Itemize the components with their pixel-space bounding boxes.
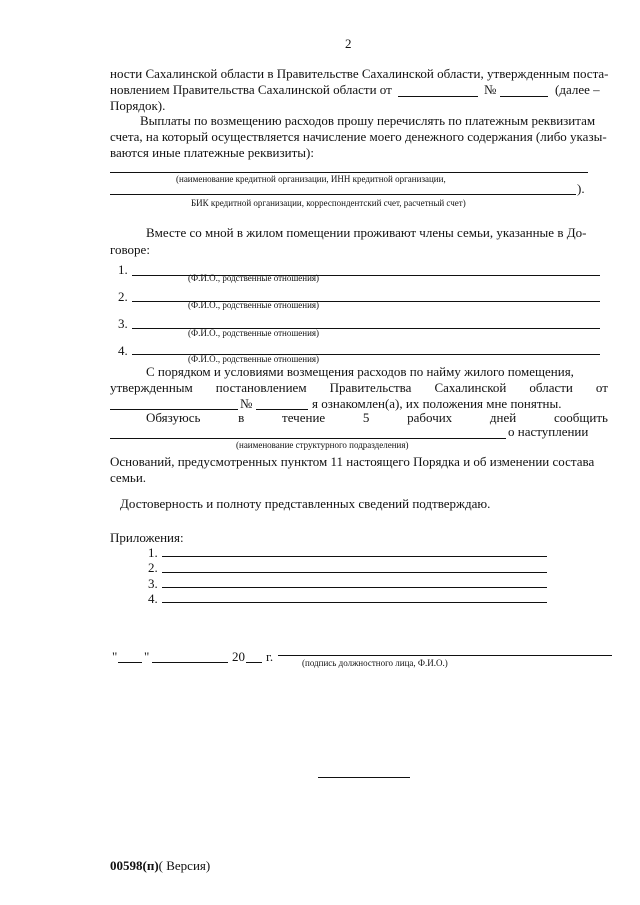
family-member-1-number: 1. bbox=[118, 262, 128, 277]
order-word: утвержденным bbox=[110, 380, 193, 395]
attachment-1-number: 1. bbox=[148, 545, 158, 560]
payments-line-3: ваются иные платежные реквизиты): bbox=[110, 145, 314, 160]
date-quote-open: " bbox=[112, 649, 118, 664]
bank-name-caption: (наименование кредитной организации, ИНН кредитной организации, bbox=[176, 174, 446, 184]
decree-date-line bbox=[398, 96, 478, 97]
date-year-suffix: г. bbox=[266, 649, 274, 664]
attachment-1-line bbox=[162, 556, 547, 557]
order-word: Правительства bbox=[329, 380, 412, 395]
family-member-4-caption: (Ф.И.О., родственные отношения) bbox=[188, 354, 320, 364]
family-member-2-number: 2. bbox=[118, 289, 128, 304]
date-year-line bbox=[246, 662, 262, 663]
department-caption: (наименование структурного подразделения) bbox=[236, 440, 409, 450]
bank-name-line bbox=[110, 172, 588, 173]
date-quote-close: " bbox=[144, 649, 150, 664]
family-member-3-caption: (Ф.И.О., родственные отношения) bbox=[188, 328, 320, 338]
attachment-3-line bbox=[162, 587, 547, 588]
confirmation-text: Достоверность и полноту представленных сведений подтверждаю. bbox=[120, 496, 491, 511]
order-word: области bbox=[529, 380, 573, 395]
order-number-sign: № bbox=[240, 396, 253, 411]
order-line-2 bbox=[110, 380, 608, 396]
order-word: постановлением bbox=[215, 380, 307, 395]
order-word: дней bbox=[489, 410, 517, 425]
order-word: в bbox=[238, 410, 245, 425]
attachment-4-number: 4. bbox=[148, 591, 158, 606]
page-number: 2 bbox=[345, 36, 352, 51]
attachment-2-number: 2. bbox=[148, 560, 158, 575]
footer-code bbox=[110, 858, 210, 874]
order-word: сообщить bbox=[553, 410, 608, 425]
family-line-1: Вместе со мной в жилом помещении проживают члены семьи, указанные в До- bbox=[146, 225, 587, 240]
family-member-2-caption: (Ф.И.О., родственные отношения) bbox=[188, 300, 320, 310]
date-day-line bbox=[118, 662, 142, 663]
document-version: ( Версия) bbox=[158, 858, 211, 873]
order-word: течение bbox=[282, 410, 326, 425]
decree-number-sign: № bbox=[484, 82, 497, 97]
signature-caption: (подпись должностного лица, Ф.И.О.) bbox=[302, 658, 448, 668]
family-member-3-number: 3. bbox=[118, 316, 128, 331]
order-word: Сахалинской bbox=[434, 380, 507, 395]
decree-number-line bbox=[500, 96, 548, 97]
date-month-line bbox=[152, 662, 228, 663]
bank-details-caption: БИК кредитной организации, корреспондентский счет, расчетный счет) bbox=[191, 198, 466, 208]
order-line-5-end: о наступлении bbox=[508, 424, 589, 439]
intro-line-1: ности Сахалинской области в Правительстве Сахалинской области, утвержденным поста- bbox=[110, 66, 609, 81]
order-line-7: семьи. bbox=[110, 470, 147, 485]
order-word: от bbox=[595, 380, 608, 395]
intro-line-2-part-2: (далее – bbox=[555, 82, 600, 97]
attachment-2-line bbox=[162, 572, 547, 573]
document-code: 00598(п) bbox=[110, 858, 159, 873]
intro-line-3: Порядок). bbox=[110, 98, 166, 113]
order-line-3: я ознакомлен(а), их положения мне понятны. bbox=[312, 396, 562, 411]
payments-line-1: Выплаты по возмещению расходов прошу перечислять по платежным реквизитам bbox=[140, 113, 596, 128]
bank-details-end: ). bbox=[577, 181, 585, 196]
bank-details-line bbox=[110, 194, 576, 195]
family-line-2: говоре: bbox=[110, 242, 150, 257]
signature-line bbox=[278, 655, 612, 656]
family-member-1-caption: (Ф.И.О., родственные отношения) bbox=[188, 273, 320, 283]
payments-line-2: счета, на который осуществляется начисление моего денежного содержания (либо указы- bbox=[110, 129, 607, 144]
order-line-6: Оснований, предусмотренных пунктом 11 настоящего Порядка и об изменении состава bbox=[110, 454, 595, 469]
attachments-title: Приложения: bbox=[110, 530, 184, 545]
footer-separator bbox=[318, 777, 410, 778]
date-year-prefix: 20 bbox=[232, 649, 245, 664]
attachment-4-line bbox=[162, 602, 547, 603]
family-member-4-number: 4. bbox=[118, 343, 128, 358]
order-line-1: С порядком и условиями возмещения расходов по найму жилого помещения, bbox=[146, 364, 574, 379]
order-word: рабочих bbox=[407, 410, 453, 425]
intro-line-2-part-1: новлением Правительства Сахалинской области от bbox=[110, 82, 392, 97]
order-word: 5 bbox=[362, 410, 370, 425]
order-word: Обязуюсь bbox=[146, 410, 201, 425]
department-line bbox=[110, 438, 506, 439]
attachment-3-number: 3. bbox=[148, 576, 158, 591]
